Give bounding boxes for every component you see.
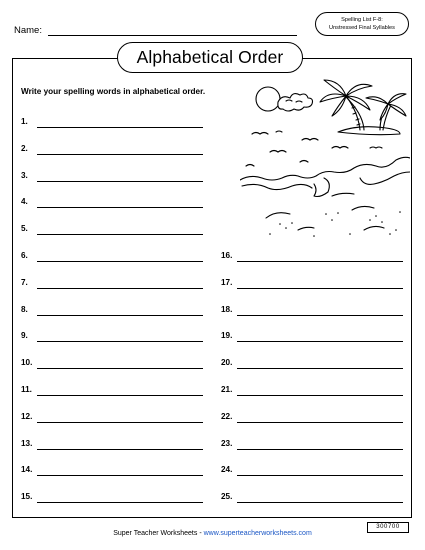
answer-row [21, 412, 203, 426]
answer-write-line[interactable] [237, 261, 403, 262]
answer-write-line[interactable] [37, 395, 203, 396]
answer-number: 18. [221, 304, 233, 314]
answer-number: 14. [21, 465, 33, 475]
answer-number: 24. [221, 465, 233, 475]
answer-write-line[interactable] [237, 315, 403, 316]
answer-write-line[interactable] [37, 127, 203, 128]
answer-row [221, 305, 403, 319]
answer-number: 7. [21, 277, 28, 287]
answer-number: 6. [21, 251, 28, 260]
answer-write-line[interactable] [237, 449, 403, 450]
answer-write-line[interactable] [237, 288, 403, 289]
answer-row [221, 251, 403, 265]
answer-row [21, 439, 203, 453]
answer-number: 19. [221, 331, 233, 341]
answer-write-line[interactable] [37, 341, 203, 342]
answer-row [21, 251, 203, 265]
answer-write-line[interactable] [37, 502, 203, 503]
answer-write-line[interactable] [37, 449, 203, 450]
answer-write-line[interactable] [237, 502, 403, 503]
answer-number: 20. [221, 358, 233, 368]
answer-number: 5. [21, 224, 28, 234]
badge-line-1: Spelling List F-8: [341, 17, 383, 23]
beach-island-palm-trees-icon [240, 74, 410, 244]
answer-number: 13. [21, 438, 33, 448]
answer-write-line[interactable] [37, 234, 203, 235]
answer-row [21, 117, 203, 131]
answer-row [21, 331, 203, 345]
answer-row [221, 331, 403, 345]
answer-row [21, 305, 203, 319]
answer-row [221, 412, 403, 426]
answer-write-line[interactable] [237, 475, 403, 476]
instructions-text: Write your spelling words in alphabetical order. [21, 87, 206, 96]
answer-row [21, 358, 203, 372]
answer-row [21, 385, 203, 399]
answer-row [221, 358, 403, 372]
answer-number: 4. [21, 197, 28, 207]
answer-number: 25. [221, 492, 233, 502]
answer-write-line[interactable] [237, 422, 403, 423]
answer-write-line[interactable] [37, 207, 203, 208]
answer-write-line[interactable] [37, 315, 203, 316]
answer-row [21, 224, 203, 238]
answer-row [21, 278, 203, 292]
answer-number: 21. [221, 385, 233, 394]
answer-row [221, 465, 403, 479]
page-footer [0, 530, 425, 537]
answer-number: 9. [21, 331, 28, 341]
answer-number: 1. [21, 117, 28, 126]
answer-number: 3. [21, 170, 28, 180]
answer-number: 22. [221, 411, 233, 421]
footer-brand: Super Teacher Worksheets [113, 530, 198, 537]
answer-number: 15. [21, 492, 33, 502]
worksheet-code: 300700 [367, 522, 409, 533]
answer-number: 11. [21, 385, 32, 394]
answer-row [21, 197, 203, 211]
answer-write-line[interactable] [237, 368, 403, 369]
answer-number: 2. [21, 143, 28, 153]
answer-number: 23. [221, 438, 233, 448]
answer-row [221, 278, 403, 292]
page-title: Alphabetical Order [117, 42, 303, 73]
badge-line-2: Unstressed Final Syllables [329, 25, 395, 31]
answer-write-line[interactable] [37, 475, 203, 476]
answer-write-line[interactable] [37, 288, 203, 289]
footer-website-link[interactable]: www.superteacherworksheets.com [203, 530, 312, 537]
answer-write-line[interactable] [37, 261, 203, 262]
answer-number: 17. [221, 277, 233, 287]
answer-row [21, 492, 203, 506]
spelling-list-badge [315, 12, 409, 36]
answer-write-line[interactable] [37, 154, 203, 155]
name-label: Name: [14, 25, 42, 36]
answer-row [221, 492, 403, 506]
name-write-line[interactable] [48, 35, 297, 36]
answer-number: 16. [221, 251, 233, 260]
answer-row [221, 385, 403, 399]
answer-row [21, 144, 203, 158]
answer-row [21, 171, 203, 185]
answer-write-line[interactable] [237, 341, 403, 342]
answer-number: 12. [21, 411, 33, 421]
footer-separator: - [197, 530, 204, 537]
answer-row [21, 465, 203, 479]
answer-row [221, 439, 403, 453]
answer-number: 10. [21, 358, 33, 368]
answer-write-line[interactable] [237, 395, 403, 396]
answer-number: 8. [21, 304, 28, 314]
answer-write-line[interactable] [37, 422, 203, 423]
answer-write-line[interactable] [37, 368, 203, 369]
answer-write-line[interactable] [37, 181, 203, 182]
